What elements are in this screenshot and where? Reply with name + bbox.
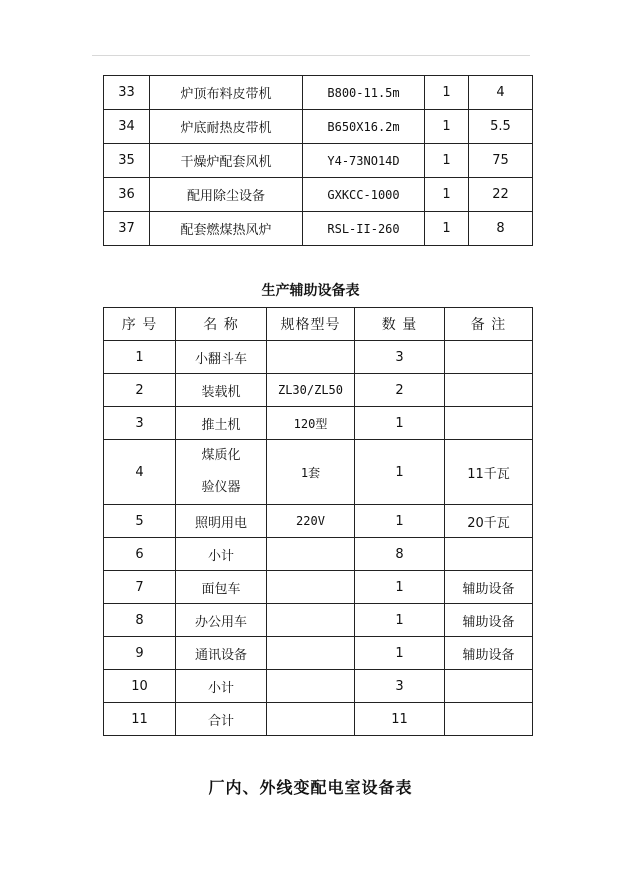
aux-table-header-row bbox=[104, 308, 533, 341]
cell-no: 37 bbox=[104, 212, 150, 246]
cell-remark bbox=[445, 670, 533, 703]
cell-name-line: 验仪器 bbox=[201, 480, 241, 495]
cell-model: Y4-73NO14D bbox=[303, 144, 425, 178]
cell-spec bbox=[267, 604, 355, 637]
table-row bbox=[104, 538, 533, 571]
cell-remark bbox=[445, 703, 533, 736]
header-spec: 规格型号 bbox=[267, 308, 355, 341]
table-row bbox=[104, 76, 533, 110]
cell-remark: 11千瓦 bbox=[445, 440, 533, 505]
header-remark: 备 注 bbox=[445, 308, 533, 341]
equipment-table-body bbox=[104, 76, 533, 246]
cell-remark bbox=[445, 538, 533, 571]
cell-remark bbox=[445, 341, 533, 374]
cell-no: 3 bbox=[104, 407, 176, 440]
cell-qty: 1 bbox=[425, 212, 469, 246]
cell-spec bbox=[267, 670, 355, 703]
cell-name: 通讯设备 bbox=[176, 637, 267, 670]
cell-qty: 1 bbox=[355, 440, 445, 505]
cell-no: 2 bbox=[104, 374, 176, 407]
cell-power: 4 bbox=[469, 76, 533, 110]
cell-remark: 20千瓦 bbox=[445, 505, 533, 538]
table-row bbox=[104, 341, 533, 374]
cell-name: 装载机 bbox=[176, 374, 267, 407]
cell-no: 10 bbox=[104, 670, 176, 703]
next-section-title: 厂内、外线变配电室设备表 bbox=[208, 778, 413, 797]
cell-name bbox=[176, 440, 267, 505]
table-row bbox=[104, 505, 533, 538]
cell-name: 面包车 bbox=[176, 571, 267, 604]
cell-qty: 3 bbox=[355, 341, 445, 374]
cell-model: RSL-II-260 bbox=[303, 212, 425, 246]
table-row bbox=[104, 144, 533, 178]
header-qty: 数 量 bbox=[355, 308, 445, 341]
cell-qty: 11 bbox=[355, 703, 445, 736]
cell-spec bbox=[267, 538, 355, 571]
cell-spec: ZL30/ZL50 bbox=[267, 374, 355, 407]
table-row bbox=[104, 637, 533, 670]
table-row bbox=[104, 212, 533, 246]
cell-model: B650X16.2m bbox=[303, 110, 425, 144]
cell-power: 75 bbox=[469, 144, 533, 178]
cell-remark: 辅助设备 bbox=[445, 637, 533, 670]
cell-remark: 辅助设备 bbox=[445, 571, 533, 604]
cell-name: 配套燃煤热风炉 bbox=[150, 212, 303, 246]
cell-no: 5 bbox=[104, 505, 176, 538]
cell-name: 合计 bbox=[176, 703, 267, 736]
cell-spec: 120型 bbox=[267, 407, 355, 440]
header-name: 名 称 bbox=[176, 308, 267, 341]
cell-name: 配用除尘设备 bbox=[150, 178, 303, 212]
cell-no: 1 bbox=[104, 341, 176, 374]
table-row bbox=[104, 178, 533, 212]
cell-no: 6 bbox=[104, 538, 176, 571]
table-row bbox=[104, 703, 533, 736]
cell-model: B800-11.5m bbox=[303, 76, 425, 110]
cell-name: 炉底耐热皮带机 bbox=[150, 110, 303, 144]
cell-qty: 1 bbox=[355, 604, 445, 637]
cell-model: GXKCC-1000 bbox=[303, 178, 425, 212]
cell-name: 小翻斗车 bbox=[176, 341, 267, 374]
cell-qty: 1 bbox=[355, 505, 445, 538]
cell-power: 5.5 bbox=[469, 110, 533, 144]
table-row bbox=[104, 407, 533, 440]
cell-qty: 1 bbox=[425, 76, 469, 110]
cell-no: 35 bbox=[104, 144, 150, 178]
cell-qty: 8 bbox=[355, 538, 445, 571]
aux-equipment-table bbox=[103, 307, 533, 736]
cell-name: 推土机 bbox=[176, 407, 267, 440]
cell-qty: 3 bbox=[355, 670, 445, 703]
cell-no: 33 bbox=[104, 76, 150, 110]
cell-name: 小计 bbox=[176, 538, 267, 571]
cell-qty: 1 bbox=[355, 637, 445, 670]
header-rule bbox=[92, 55, 530, 56]
cell-remark: 辅助设备 bbox=[445, 604, 533, 637]
table-row bbox=[104, 110, 533, 144]
aux-table-body bbox=[104, 341, 533, 736]
cell-qty: 1 bbox=[425, 144, 469, 178]
cell-spec bbox=[267, 703, 355, 736]
table-row bbox=[104, 374, 533, 407]
table-row bbox=[104, 604, 533, 637]
cell-qty: 1 bbox=[425, 110, 469, 144]
cell-qty: 2 bbox=[355, 374, 445, 407]
cell-no: 8 bbox=[104, 604, 176, 637]
cell-name: 炉顶布料皮带机 bbox=[150, 76, 303, 110]
cell-no: 11 bbox=[104, 703, 176, 736]
table-row bbox=[104, 571, 533, 604]
cell-name: 小计 bbox=[176, 670, 267, 703]
cell-name-line: 煤质化 bbox=[201, 448, 241, 463]
cell-no: 4 bbox=[104, 440, 176, 505]
aux-table-title: 生产辅助设备表 bbox=[261, 283, 360, 299]
cell-spec bbox=[267, 571, 355, 604]
cell-no: 34 bbox=[104, 110, 150, 144]
cell-name: 照明用电 bbox=[176, 505, 267, 538]
cell-power: 8 bbox=[469, 212, 533, 246]
cell-no: 36 bbox=[104, 178, 150, 212]
table-row bbox=[104, 670, 533, 703]
cell-no: 9 bbox=[104, 637, 176, 670]
cell-name: 干燥炉配套风机 bbox=[150, 144, 303, 178]
equipment-table-continued bbox=[103, 75, 533, 246]
cell-spec: 220V bbox=[267, 505, 355, 538]
cell-name: 办公用车 bbox=[176, 604, 267, 637]
cell-qty: 1 bbox=[425, 178, 469, 212]
cell-no: 7 bbox=[104, 571, 176, 604]
table-row bbox=[104, 440, 533, 505]
cell-remark bbox=[445, 407, 533, 440]
cell-spec bbox=[267, 341, 355, 374]
cell-qty: 1 bbox=[355, 407, 445, 440]
cell-remark bbox=[445, 374, 533, 407]
cell-power: 22 bbox=[469, 178, 533, 212]
cell-spec: 1套 bbox=[267, 440, 355, 505]
cell-qty: 1 bbox=[355, 571, 445, 604]
header-no: 序 号 bbox=[104, 308, 176, 341]
cell-spec bbox=[267, 637, 355, 670]
